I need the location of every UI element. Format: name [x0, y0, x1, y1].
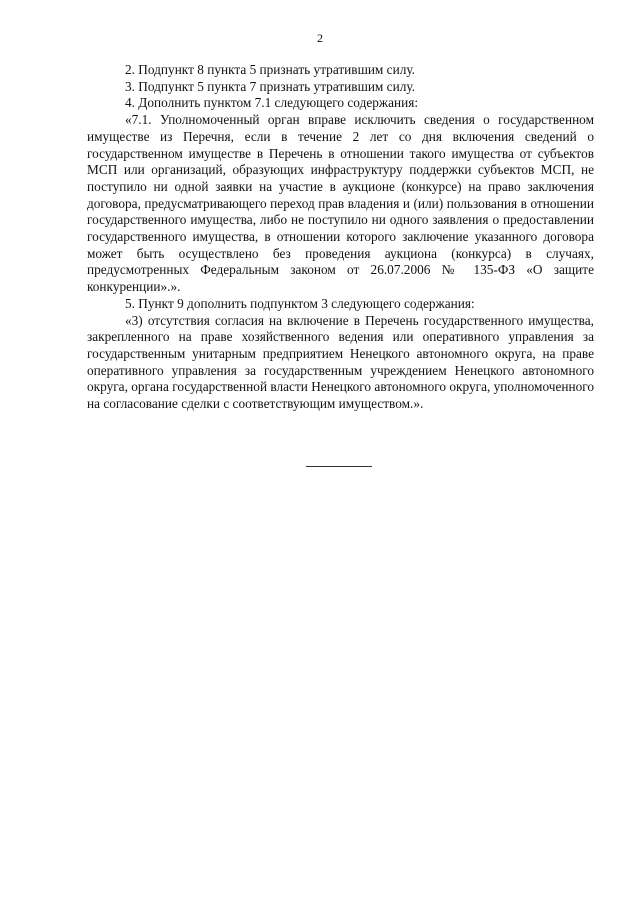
- paragraph-item-4: 4. Дополнить пунктом 7.1 следующего содержания:: [125, 95, 419, 111]
- paragraph-item-3: 3. Подпункт 5 пункта 7 признать утратившим силу.: [125, 78, 415, 94]
- paragraph-item-2: 2. Подпункт 8 пункта 5 признать утратившим силу.: [125, 62, 415, 77]
- paragraph-item-5: 5. Пункт 9 дополнить подпунктом 3 следующего содержания:: [125, 295, 475, 311]
- paragraph-point-7-1-text: «7.1. Уполномоченный орган вправе исключить сведения о государственном имуществе из Перечня, если в течение 2 лет со дня включения сведений о государственном имуществе в Перечень в отношении такого имущества от субъектов МСП или организаций, образующих инфраструктуру поддержки субъектов МСП, не поступило ни одной заявки на участие в аукционе (конкурсе) на право заключения договора, предусматривающего переход прав владения и (или) пользования в отношении государственного имущества, либо не поступило ни одного заявления о предоставлении государственного имущества, в отношении которого заключение указанного договора может быть осуществлено без проведения аукциона (конкурса) в случаях, предусмотренных Федеральным законом от 26.07.2006 № 135-ФЗ «О защите конкуренции».».: [87, 112, 594, 295]
- paragraph-subpoint-3-text: «3) отсутствия согласия на включение в Перечень государственного имущества, закрепленного на праве хозяйственного ведения или оперативного управления за государственным унитарным предприятием Ненецкого автономного округа, на праве оперативного управления за государственным учреждением Ненецкого автономного округа, органа государственной власти Ненецкого автономного округа, уполномоченного на согласование сделки с соответствующим имуществом.».: [87, 312, 594, 412]
- document-body: [87, 62, 594, 413]
- end-separator-line: [306, 466, 372, 467]
- page-number: 2: [317, 31, 323, 45]
